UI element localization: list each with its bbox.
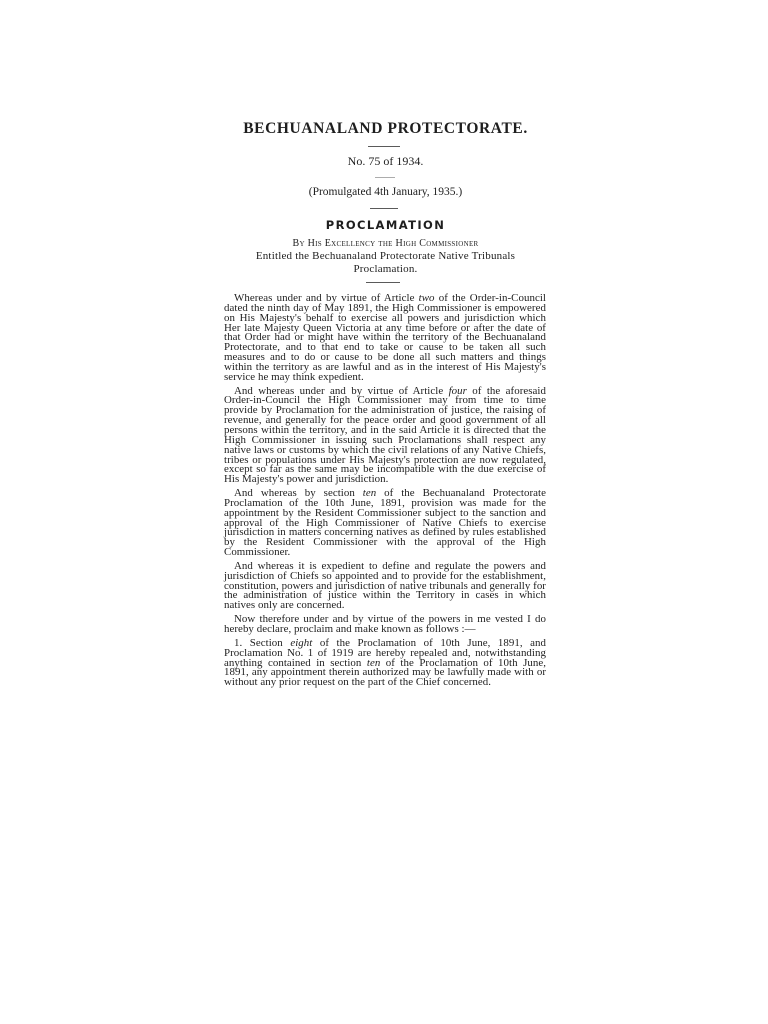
divider-rule xyxy=(370,208,398,209)
paragraph-section-1 xyxy=(224,636,547,689)
paragraph-text: Whereas under and by virtue of Article xyxy=(234,292,419,304)
paragraph-text: of the Proclamation of 10th June, 1891, and Proclamation No. 1 of 1919 are hereby repealed and, notwithstanding anything contained in section xyxy=(224,636,546,669)
italic-term: two xyxy=(418,292,435,304)
italic-term: ten xyxy=(362,487,377,500)
document-title: BECHUANALAND PROTECTORATE. xyxy=(243,120,528,137)
paragraph-now-therefore xyxy=(224,615,546,635)
paragraph-whereas-3 xyxy=(224,489,546,558)
entitled-line-2: Proclamation. xyxy=(353,262,418,275)
proclamation-heading: PROCLAMATION xyxy=(325,218,446,232)
paragraph-whereas-4 xyxy=(224,559,546,612)
paragraph-whereas-1 xyxy=(224,294,546,383)
promulgation-date: (Promulgated 4th January, 1935.) xyxy=(308,186,463,198)
italic-term: four xyxy=(448,384,467,397)
proclamation-body xyxy=(224,294,546,688)
paragraph-text: Now therefore under and by virtue of the powers in me vested I do hereby declare, proclaim and make known as follows :— xyxy=(224,613,546,635)
paragraph-whereas-2 xyxy=(224,384,546,486)
paragraph-text: And whereas by section xyxy=(234,487,363,500)
italic-term: eight xyxy=(290,636,313,649)
paragraph-text: And whereas it is expedient to define and regulate the powers and jurisdiction of Chiefs so appointed and to provide for the establishment, constitution, powers and jurisdiction of native tribunals and generally for the administration of justice within the Territory in cases in which natives only are concerned. xyxy=(224,559,546,612)
byline: By His Excellency the High Commissioner xyxy=(292,238,479,249)
divider-rule xyxy=(366,282,400,283)
divider-rule xyxy=(368,146,400,147)
paragraph-text: of the Order-in-Council dated the ninth day of May 1891, the High Commissioner is empowered on His Majesty's behalf to exercise all powers and jurisdiction which Her late Majesty Queen Victoria at any time before or after the date of that Order had or might have within the territory of the Bechuanaland Protectorate, and to that end to take or cause to be taken all such measures and to do or cause to be done all such matters and things within the territory as are lawful and as in the interest of His Majesty's service he may think expedient. xyxy=(224,292,546,383)
paragraph-text: 1. Section xyxy=(234,636,291,649)
paragraph-text: of the Bechuanaland Protectorate Proclamation of the 10th June, 1891, provision was made for the appointment by the Resident Commissioner subject to the sanction and approval of the High Commissioner of Native Chiefs to exercise jurisdiction in matters concerning natives as defined by rules established by the Resident Commissioner with the approval of the High Commissioner. xyxy=(224,487,546,559)
paragraph-text: of the aforesaid Order-in-Council the High Commissioner may from time to time provide by Proclamation for the administration of justice, the raising of revenue, and generally for the peace order and good government of all persons within the territory, and in the said Article it is directed that the High Commissioner in issuing such Proclamations shall respect any native laws or customs by which the civil relations of any Native Chiefs, tribes or populations under His Majesty's protection are now regulated, except so far as the same may be incompatible with the due exercise of His Majesty's power and jurisdiction. xyxy=(224,384,546,486)
paragraph-text: And whereas under and by virtue of Article xyxy=(234,384,449,397)
divider-rule xyxy=(375,177,395,178)
proclamation-number: No. 75 of 1934. xyxy=(347,154,424,168)
entitled-line-1: Entitled the Bechuanaland Protectorate Native Tribunals xyxy=(255,250,516,262)
paragraph-text: of the Proclamation of 10th June, 1891, any appointment therein authorized may be lawfully made with or without any prior request on the part of the Chief concerned. xyxy=(224,656,547,689)
entitled-line xyxy=(225,250,546,275)
italic-term: ten xyxy=(366,656,381,669)
